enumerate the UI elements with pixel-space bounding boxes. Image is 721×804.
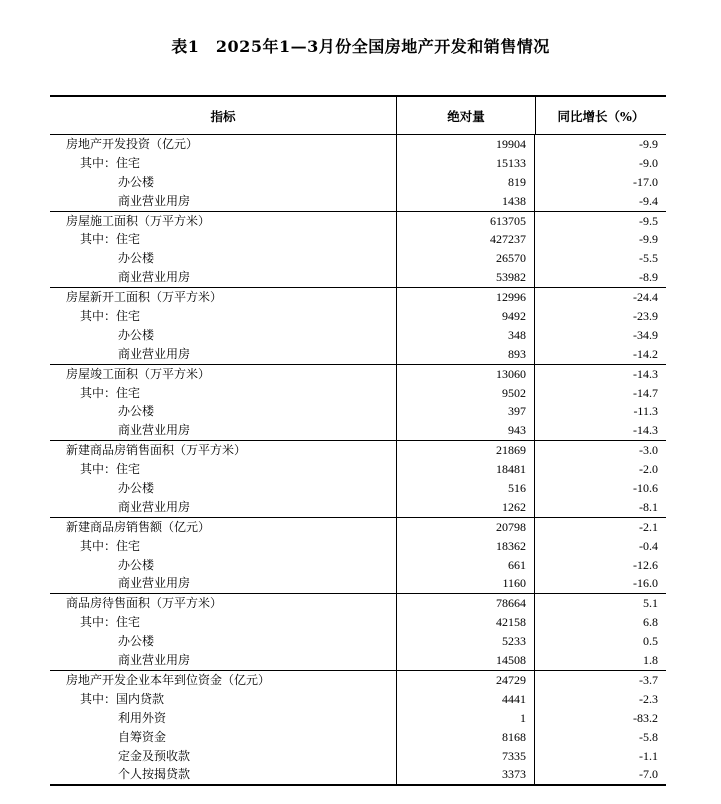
table-row <box>50 384 666 403</box>
table-row <box>50 460 666 479</box>
row-yoy-value: 0.5 <box>534 632 664 651</box>
row-yoy-value: -24.4 <box>534 288 664 307</box>
table-row <box>50 690 666 709</box>
table-row <box>50 307 666 326</box>
table-row <box>50 288 666 307</box>
row-yoy-value: -9.9 <box>534 230 664 249</box>
row-yoy-value: -12.6 <box>534 556 664 575</box>
row-label: 自筹资金 <box>118 729 167 744</box>
table-row <box>50 345 666 365</box>
row-absolute-value: 7335 <box>396 747 534 766</box>
row-yoy-value: 6.8 <box>534 613 664 632</box>
row-absolute-value: 1262 <box>396 498 534 517</box>
row-absolute-value: 4441 <box>396 690 534 709</box>
row-absolute-value: 819 <box>396 173 534 192</box>
row-label: 房屋竣工面积（万平方米） <box>66 366 211 381</box>
row-yoy-value: -7.0 <box>534 765 664 784</box>
row-yoy-value: -3.7 <box>534 671 664 690</box>
row-label: 商业营业用房 <box>118 499 191 514</box>
row-absolute-value: 348 <box>396 326 534 345</box>
row-absolute-value: 8168 <box>396 728 534 747</box>
row-yoy-value: -2.1 <box>534 518 664 537</box>
row-yoy-value: -14.3 <box>534 365 664 384</box>
table-row <box>50 479 666 498</box>
table-row <box>50 632 666 651</box>
row-label: 房地产开发企业本年到位资金（亿元） <box>66 672 271 687</box>
table-row <box>50 249 666 268</box>
row-label: 其中：住宅 <box>80 232 141 247</box>
row-yoy-value: -14.2 <box>534 345 664 364</box>
table-row <box>50 230 666 249</box>
table-row <box>50 537 666 556</box>
row-label: 办公楼 <box>118 404 155 419</box>
row-absolute-value: 9502 <box>396 384 534 403</box>
row-yoy-value: -10.6 <box>534 479 664 498</box>
row-absolute-value: 14508 <box>396 651 534 670</box>
row-label: 商品房待售面积（万平方米） <box>66 596 223 611</box>
row-label: 商业营业用房 <box>118 193 191 208</box>
row-yoy-value: -83.2 <box>534 709 664 728</box>
table-row <box>50 421 666 441</box>
row-absolute-value: 9492 <box>396 307 534 326</box>
row-yoy-value: -9.4 <box>534 192 664 211</box>
table-title: 表1 2025年1—3月份全国房地产开发和销售情况 <box>171 37 550 56</box>
table-row <box>50 651 666 671</box>
table-row <box>50 154 666 173</box>
row-yoy-value: -34.9 <box>534 326 664 345</box>
row-yoy-value: -14.3 <box>534 421 664 440</box>
table-row <box>50 212 666 231</box>
row-label: 其中：住宅 <box>80 538 141 553</box>
row-yoy-value: -8.1 <box>534 498 664 517</box>
row-label: 新建商品房销售面积（万平方米） <box>66 443 247 458</box>
row-yoy-value: -1.1 <box>534 747 664 766</box>
table-row <box>50 765 666 784</box>
row-absolute-value: 19904 <box>396 135 534 154</box>
row-yoy-value: -2.3 <box>534 690 664 709</box>
row-label: 办公楼 <box>118 634 155 649</box>
row-label: 利用外资 <box>118 710 167 725</box>
header-indicator: 指标 <box>210 108 236 124</box>
table-row <box>50 365 666 384</box>
statistics-table <box>50 95 666 786</box>
row-absolute-value: 53982 <box>396 268 534 287</box>
row-absolute-value: 1 <box>396 709 534 728</box>
row-label: 办公楼 <box>118 557 155 572</box>
row-yoy-value: -2.0 <box>534 460 664 479</box>
row-absolute-value: 18362 <box>396 537 534 556</box>
row-label: 其中：住宅 <box>80 155 141 170</box>
table-row <box>50 728 666 747</box>
table-row <box>50 709 666 728</box>
header-absolute: 绝对量 <box>396 97 535 134</box>
row-absolute-value: 42158 <box>396 613 534 632</box>
row-label: 其中：住宅 <box>80 385 141 400</box>
row-yoy-value: -23.9 <box>534 307 664 326</box>
row-absolute-value: 78664 <box>396 594 534 613</box>
row-absolute-value: 661 <box>396 556 534 575</box>
row-yoy-value: 5.1 <box>534 594 664 613</box>
table-row <box>50 613 666 632</box>
row-label: 新建商品房销售额（亿元） <box>66 519 211 534</box>
table-header <box>50 97 666 135</box>
row-label: 办公楼 <box>118 327 155 342</box>
row-absolute-value: 516 <box>396 479 534 498</box>
row-label: 其中：住宅 <box>80 462 141 477</box>
table-row <box>50 556 666 575</box>
row-yoy-value: -5.8 <box>534 728 664 747</box>
table-row <box>50 326 666 345</box>
row-yoy-value: -17.0 <box>534 173 664 192</box>
table-row <box>50 574 666 594</box>
row-absolute-value: 397 <box>396 402 534 421</box>
row-yoy-value: -9.9 <box>534 135 664 154</box>
row-yoy-value: 1.8 <box>534 651 664 670</box>
row-absolute-value: 427237 <box>396 230 534 249</box>
row-yoy-value: -3.0 <box>534 441 664 460</box>
row-label: 定金及预收款 <box>118 748 191 763</box>
row-absolute-value: 943 <box>396 421 534 440</box>
row-absolute-value: 893 <box>396 345 534 364</box>
row-label: 房屋新开工面积（万平方米） <box>66 290 223 305</box>
table-row <box>50 498 666 518</box>
row-absolute-value: 15133 <box>396 154 534 173</box>
row-yoy-value: -9.0 <box>534 154 664 173</box>
row-yoy-value: -0.4 <box>534 537 664 556</box>
row-yoy-value: -5.5 <box>534 249 664 268</box>
row-label: 商业营业用房 <box>118 423 191 438</box>
row-absolute-value: 613705 <box>396 212 534 231</box>
row-label: 其中：住宅 <box>80 615 141 630</box>
table-row <box>50 268 666 288</box>
row-yoy-value: -16.0 <box>534 574 664 593</box>
row-label: 商业营业用房 <box>118 270 191 285</box>
row-label: 个人按揭贷款 <box>118 767 191 782</box>
table-row <box>50 135 666 154</box>
row-label: 其中：国内贷款 <box>80 691 165 706</box>
row-label: 其中：住宅 <box>80 309 141 324</box>
table-row <box>50 671 666 690</box>
row-absolute-value: 21869 <box>396 441 534 460</box>
row-absolute-value: 20798 <box>396 518 534 537</box>
table-row <box>50 192 666 212</box>
header-yoy: 同比增长（%） <box>535 97 666 134</box>
row-label: 商业营业用房 <box>118 576 191 591</box>
table-row <box>50 441 666 460</box>
table-row <box>50 402 666 421</box>
row-yoy-value: -14.7 <box>534 384 664 403</box>
row-label: 办公楼 <box>118 251 155 266</box>
row-absolute-value: 18481 <box>396 460 534 479</box>
row-label: 办公楼 <box>118 174 155 189</box>
row-label: 办公楼 <box>118 481 155 496</box>
row-absolute-value: 1160 <box>396 574 534 593</box>
row-yoy-value: -8.9 <box>534 268 664 287</box>
table-row <box>50 594 666 613</box>
row-label: 房屋施工面积（万平方米） <box>66 213 211 228</box>
row-absolute-value: 24729 <box>396 671 534 690</box>
row-absolute-value: 1438 <box>396 192 534 211</box>
table-row <box>50 173 666 192</box>
table-body <box>50 135 666 784</box>
table-row <box>50 518 666 537</box>
row-absolute-value: 13060 <box>396 365 534 384</box>
row-yoy-value: -9.5 <box>534 212 664 231</box>
row-absolute-value: 12996 <box>396 288 534 307</box>
row-absolute-value: 3373 <box>396 765 534 784</box>
row-label: 商业营业用房 <box>118 653 191 668</box>
table-row <box>50 747 666 766</box>
row-absolute-value: 5233 <box>396 632 534 651</box>
row-absolute-value: 26570 <box>396 249 534 268</box>
row-label: 商业营业用房 <box>118 346 191 361</box>
row-yoy-value: -11.3 <box>534 402 664 421</box>
row-label: 房地产开发投资（亿元） <box>66 137 199 151</box>
